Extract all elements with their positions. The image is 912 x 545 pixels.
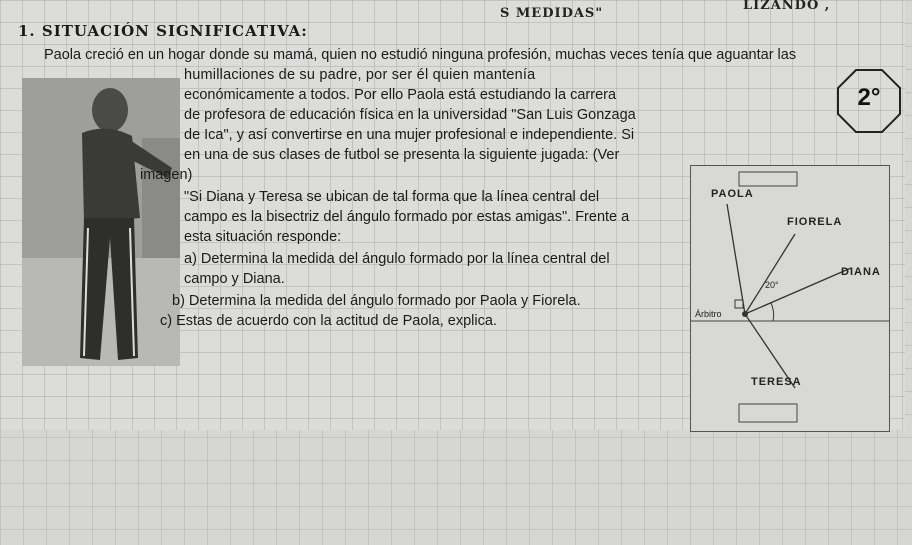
story-line-4: de profesora de educación física en la universidad "San Luis Gonzaga [184, 107, 636, 123]
story-line-6: en una de sus clases de futbol se presenta la siguiente jugada: (Ver [184, 147, 620, 163]
quote-line-3: esta situación responde: [184, 229, 342, 245]
label-angle: 20° [765, 280, 779, 290]
story-line-7: imagen) [140, 167, 193, 183]
question-c: c) Estas de acuerdo con la actitud de Paola, explica. [160, 313, 497, 329]
label-fiorela: FIORELA [787, 216, 843, 228]
banner-right-text: LIZANDO , [743, 0, 831, 13]
soccer-field-diagram [690, 165, 890, 432]
label-diana: DIANA [841, 266, 881, 278]
story-line-3: económicamente a todos. Por ello Paola está estudiando la carrera [184, 87, 617, 103]
quote-line-1: "Si Diana y Teresa se ubican de tal forma que la línea central del [184, 189, 600, 205]
quote-line-2: campo es la bisectriz del ángulo formado por estas amigas". Frente a [184, 209, 630, 225]
grade-label: 2° [857, 84, 881, 111]
story-line-1: Paola creció en un hogar donde su mamá, quien no estudió ninguna profesión, muchas veces tenía que aguantar las [44, 47, 797, 63]
coach-photo [22, 78, 180, 366]
grade-badge [836, 68, 902, 134]
label-arbitro: Árbitro [695, 309, 722, 319]
banner-left-text: S MEDIDAS" [500, 6, 604, 21]
label-teresa: TERESA [751, 376, 802, 388]
label-paola: PAOLA [711, 188, 754, 200]
section-title: 1. SITUACIÓN SIGNIFICATIVA: [18, 22, 308, 40]
story-line-2: humillaciones de su padre, por ser él quien mantenía [184, 67, 536, 83]
question-b: b) Determina la medida del ángulo formado por Paola y Fiorela. [172, 293, 581, 309]
question-a-line-2: campo y Diana. [184, 271, 285, 287]
field-lines [691, 166, 889, 431]
question-a-line-1: a) Determina la medida del ángulo formado por la línea central del [184, 251, 610, 267]
coach-figure-image [22, 78, 180, 366]
story-line-5: de Ica", y así convertirse en una mujer profesional e independiente. Si [184, 127, 635, 143]
